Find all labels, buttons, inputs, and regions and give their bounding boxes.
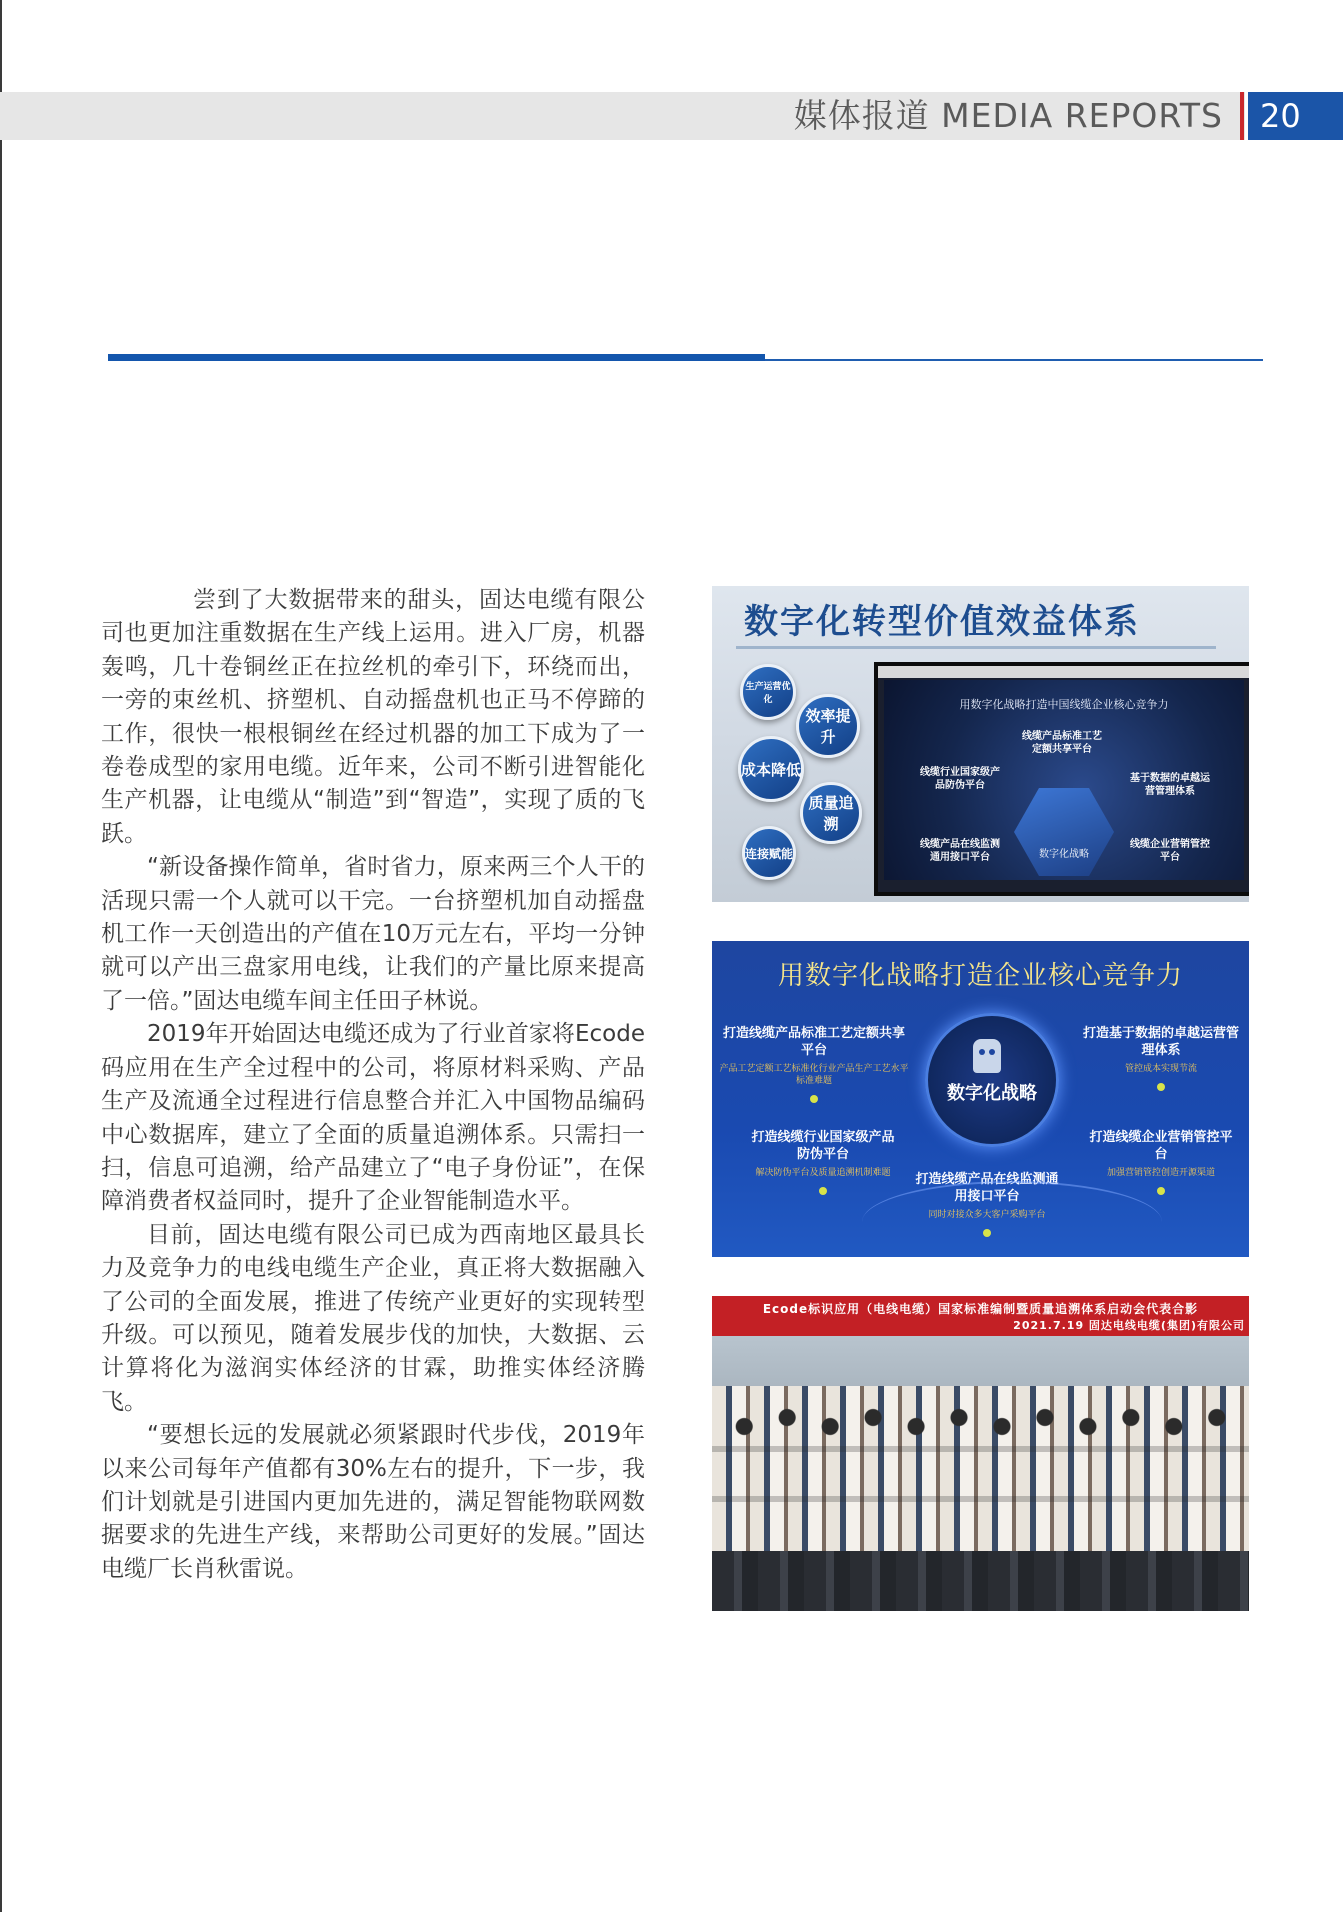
photo-caption-title: Ecode标识应用（电线电缆）国家标准编制暨质量追溯体系启动会代表合影 — [762, 1302, 1199, 1316]
screen-center-hexagon — [1014, 788, 1114, 876]
strategy-item-heading: 打造基于数据的卓越运营管理体系 — [1082, 1026, 1239, 1058]
bullet-dot-icon — [1157, 1187, 1165, 1195]
bubble-operation: 生产运营优化 — [740, 664, 796, 720]
bullet-dot-icon — [1157, 1083, 1165, 1091]
page-number: 20 — [1248, 92, 1343, 140]
bubble-connect: 连接赋能 — [742, 826, 796, 880]
article-paragraph: “要想长远的发展就必须紧跟时代步伐，2019年以来公司每年产值都有30%左右的提升，下一步，我们计划就是引进国内更加先进的，满足智能物联网数据要求的先进生产线，来帮助公司更好的发展。”固达电缆厂长肖秋雷说。 — [101, 1422, 645, 1582]
screen-item: 基于数据的卓越运营管理体系 — [1130, 773, 1210, 797]
strategy-item-desc: 同时对接众多大客户采购平台 — [928, 1210, 1046, 1220]
strategy-item-desc: 解决防伪平台及质量追溯机制难题 — [755, 1168, 891, 1178]
screen-heading: 用数字化战略打造中国线缆企业核心竞争力 — [959, 698, 1169, 711]
figure-strategy-diagram — [712, 941, 1249, 1257]
page-edge-rule — [0, 0, 2, 1912]
section-divider-thick — [108, 354, 765, 361]
article-paragraph: 目前，固达电缆有限公司已成为西南地区最具长力及竞争力的电线电缆生产企业，真正将大数据融入了公司的全面发展，推进了传统产业更好的实现转型升级。可以预见，随着发展步伐的加快，大数据、云计算将化为滋润实体经济的甘霖，助推实体经济腾飞。 — [101, 1221, 645, 1415]
figure2-title: 用数字化战略打造企业核心竞争力 — [777, 961, 1183, 991]
screen-item: 线缆产品标准工艺定额共享平台 — [1022, 731, 1102, 755]
strategy-item — [1086, 1129, 1236, 1195]
screen-titlebar — [878, 666, 1249, 678]
figure-group-photo — [712, 1296, 1249, 1611]
strategy-item-heading: 打造线缆产品标准工艺定额共享平台 — [722, 1026, 905, 1058]
robot-eye — [989, 1049, 995, 1055]
strategy-item — [748, 1129, 898, 1195]
strategy-item-heading: 打造线缆行业国家级产品防伪平台 — [751, 1130, 895, 1162]
screen-center-label: 数字化战略 — [1039, 849, 1089, 860]
strategy-item-heading: 打造线缆产品在线监测通用接口平台 — [915, 1172, 1059, 1204]
strategy-item-heading: 打造线缆企业营销管控平台 — [1089, 1130, 1233, 1162]
screen-content — [884, 680, 1244, 880]
photo-caption-date: 2021.7.19 固达电线电缆(集团)有限公司 — [1013, 1319, 1245, 1332]
article-paragraph: 2019年开始固达电缆还成为了行业首家将Ecode码应用在生产全过程中的公司，将原材料采购、产品生产及流通全过程进行信息整合并汇入中国物品编码中心数据库，建立了全面的质量追溯体系。只需扫一扫，信息可追溯，给产品建立了“电子身份证”，在保障消费者权益同时，提升了企业智能制造水平。 — [101, 1021, 645, 1215]
robot-icon — [973, 1039, 1001, 1073]
display-screen — [874, 662, 1249, 896]
strategy-item-desc: 管控成本实现节流 — [1124, 1064, 1197, 1074]
screen-item: 线缆企业营销管控平台 — [1130, 839, 1210, 863]
decorative-wave — [862, 1181, 1162, 1257]
strategy-item-desc: 产品工艺定额工艺标准化行业产品生产工艺水平标准难题 — [719, 1064, 909, 1086]
figure1-underline — [736, 646, 1216, 649]
section-title: 媒体报道 MEDIA REPORTS — [793, 96, 1223, 135]
photo-front-row — [712, 1551, 1249, 1611]
header-separator — [1240, 92, 1244, 140]
strategy-core-label: 数字化战略 — [947, 1083, 1037, 1104]
bullet-dot-icon — [810, 1095, 818, 1103]
figure1-title: 数字化转型价值效益体系 — [744, 602, 1140, 642]
strategy-item — [718, 1025, 910, 1103]
strategy-item — [1080, 1025, 1242, 1091]
screen-item: 线缆行业国家级产品防伪平台 — [920, 767, 1000, 791]
article-body — [101, 584, 645, 1586]
photo-banner — [712, 1296, 1249, 1336]
article-paragraph: “新设备操作简单，省时省力，原来两三个人干的活现只需一个人就可以干完。一台挤塑机加自动摇盘机工作一天创造出的产值在10万元左右，平均一分钟就可以产出三盘家用电线，让我们的产量比原来提高了一倍。”固达电缆车间主任田子林说。 — [101, 854, 645, 1014]
bubble-quality: 质量追溯 — [800, 782, 862, 844]
article-paragraph: 尝到了大数据带来的甜头，固达电缆有限公司也更加注重数据在生产线上运用。进入厂房，机器轰鸣，几十卷铜丝正在拉丝机的牵引下，环绕而出，一旁的束丝机、挤塑机、自动摇盘机也正马不停蹄的工作，很快一根根铜丝在经过机器的加工下成为了一卷卷成型的家用电缆。近年来，公司不断引进智能化生产机器，让电缆从“制造”到“智造”，实现了质的飞跃。 — [101, 587, 645, 847]
bubble-cost: 成本降低 — [738, 736, 804, 802]
photo-row-shadow — [712, 1496, 1249, 1502]
figure-digital-transformation-wall — [712, 586, 1249, 902]
bullet-dot-icon — [819, 1187, 827, 1195]
photo-row-shadow — [712, 1446, 1249, 1452]
screen-item: 线缆产品在线监测通用接口平台 — [920, 839, 1000, 863]
robot-eye — [979, 1049, 985, 1055]
bubble-efficiency: 效率提升 — [796, 694, 860, 758]
strategy-item-desc: 加强营销管控创造开源渠道 — [1106, 1168, 1215, 1178]
